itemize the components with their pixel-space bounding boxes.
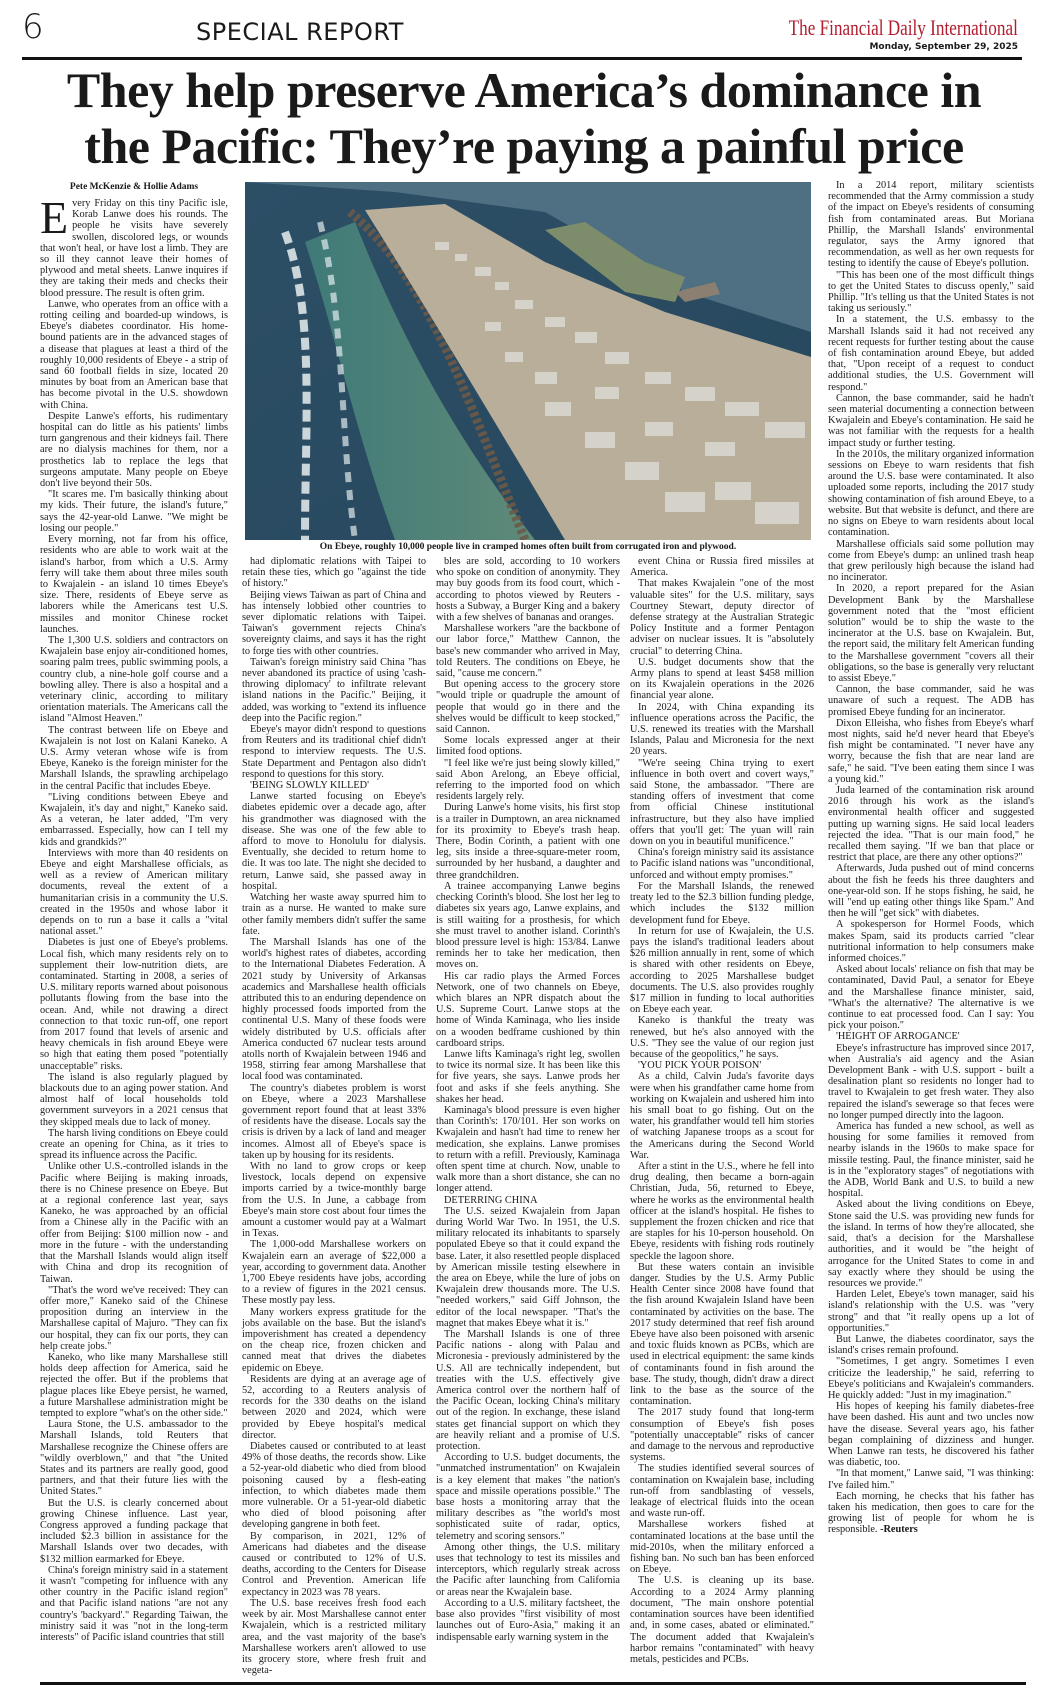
issue-date: Monday, September 29, 2025 bbox=[869, 42, 1018, 52]
article-paragraph: The harsh living conditions on Ebeye could create an opening for China, as it tries to spread its influence across the Pacific. bbox=[40, 1127, 228, 1162]
article-paragraph: Kaneko, who like many Marshallese still holds deep affection for America, said he rejected the offer. But if the problems that plague places like Ebeye persist, he warned, a future Marshallese administration might be tempted to explore "what's on the other side." bbox=[40, 1351, 228, 1419]
article-paragraph: Despite Lanwe's efforts, his rudimentary hospital can do little as his patients' limbs turn gangrenous and their kidneys fail. There are no dialysis machines for them, nor a prosthetics lab to replace the legs that surgeons amputate. Many people on Ebeye don't live beyond their 50s. bbox=[40, 410, 228, 490]
article-paragraph: In 2024, with China expanding its influence operations across the Pacific, the U.S. renewed its treaties with the Marshall Islands, Palau and Micronesia for the next 20 years. bbox=[630, 701, 814, 758]
headline-line-1: They help preserve America’s dominance in bbox=[66, 62, 982, 118]
article-paragraph: bles are sold, according to 10 workers who spoke on condition of anonymity. They may buy goods from its food court, which - according to photos viewed by Reuters - hosts a Subway, a Burger King and a bakery with a few shelves of bananas and oranges. bbox=[436, 556, 620, 624]
article-paragraph: China's foreign ministry said its assistance to Pacific island nations was "unconditional, unforced and without empty promises." bbox=[630, 847, 814, 881]
article-body bbox=[0, 174, 1048, 1676]
article-paragraph: Diabetes is just one of Ebeye's problems. Local fish, which many residents rely on to supplement their low-nutrition diets, are contaminated. Starting in 2008, a series of U.S. military reports warned about poisonous pollutants flowing from the base into the ocean. And, while not drawing a direct connection to that toxic run-off, one report from 2017 found that levels of arsenic and heavy chemicals in fish around Ebeye were so high that eating them posed "potentially unacceptable" risks. bbox=[40, 937, 228, 1072]
article-paragraph: In the 2010s, the military organized information sessions on Ebeye to warn residents that fish around the U.S. base were contaminated. It also uploaded some reports, including the 2017 study showing contamination of fish around Ebeye, to a website. But that website is defunct, and there are no signs on Ebeye to warn residents about local contamination. bbox=[828, 448, 1034, 539]
article-paragraph: By comparison, in 2021, 12% of Americans had diabetes and the disease caused or contributed to 12% of U.S. deaths, according to the Centers for Disease Control and Prevention. American life expectancy in 2023 was 78 years. bbox=[242, 1530, 426, 1598]
article-paragraph: Interviews with more than 40 residents on Ebeye and eight Marshallese officials, as well as a review of American military documents, reveal the extent of a humanitarian crisis in a community the U.S. created in the 1950s and whose labor it depends on to run a base it calls a "vital national asset." bbox=[40, 847, 228, 938]
article-paragraph: The Marshall Islands has one of the world's highest rates of diabetes, according to the International Diabetes Federation. A 2021 study by University of Arkansas academics and Marshallese health officials attributed this to an enduring dependence on highly processed foods imported from the continental U.S. Many of these foods were widely distributed by U.S. officials after America conducted 67 nuclear tests around atolls north of Kwajalein between 1946 and 1958, stirring fear among Marshallese that local food was contaminated. bbox=[242, 936, 426, 1083]
closing-paragraph-text: Each morning, he checks that his father has taken his medication, then goes to care for the growing list of people for whom he is responsible. bbox=[828, 1490, 1034, 1536]
article-paragraph: China's foreign ministry said in a statement it wasn't "competing for influence with any other country in the Pacific island region" and that Pacific island nations "are not any country's 'backyard'." Regarding Taiwan, the ministry said it was "not in the long-term interests" of Pacific island countries that still bbox=[40, 1564, 228, 1643]
article-paragraph: Diabetes caused or contributed to at least 49% of those deaths, the records show. Like a 52-year-old diabetic who died from blood poisoning caused by a flesh-eating infection, to which diabetes made them more vulnerable. Or a 51-year-old diabetic who died of blood poisoning after developing gangrene in both feet. bbox=[242, 1441, 426, 1531]
article-paragraph: "I feel like we're just being slowly killed," said Abon Arelong, an Ebeye official, referring to the imported food on which residents largely rely. bbox=[436, 757, 620, 803]
article-paragraph: A trainee accompanying Lanwe begins checking Corinth's blood. She lost her leg to diabetes six years ago, Lanwe explains, and is still waiting for a prosthesis, for which she must travel to another island. Corinth's blood pressure level is high: 153/84. Lanwe reminds her to take her medication, then moves on. bbox=[436, 880, 620, 971]
article-paragraph bbox=[828, 1491, 1034, 1536]
article-paragraph: U.S. budget documents show that the Army plans to spend at least $458 million on its Kwajalein operations in the 2026 financial year alone. bbox=[630, 656, 814, 702]
article-paragraph: Unlike other U.S.-controlled islands in the Pacific where Beijing is making inroads, there is no Chinese presence on Ebeye. But at a regional conference last year, says Kaneko, he was approached by an official from a Chinese ally in the Pacific with an offer from Beijing: $100 million now - and more in the future - with the understanding that the Marshall Islands would align itself with China and drop its recognition of Taiwan. bbox=[40, 1161, 228, 1285]
article-paragraph: Cannon, the base commander, said he hadn't seen material documenting a connection between Kwajalein and Ebeye's contamination. He said he was not familiar with the requests for a health impact study or further testing. bbox=[828, 392, 1034, 449]
article-paragraph: In a 2014 report, military scientists recommended that the Army commission a study of the impact on Ebeye's residents of consuming fish from contaminated areas. But Moriana Phillip, the Marshall Islands' environmental regulator, says the Army ignored that recommendation, as well as her own requests for testing to identify the cause of Ebeye's pollution. bbox=[828, 180, 1034, 270]
article-photo bbox=[245, 182, 811, 540]
article-paragraph: According to U.S. budget documents, the "unmatched instrumentation" on Kwajalein is a key element that makes "the nation's space and missile operations possible." The base hosts a monitoring array that the military describes as "the world's most sophisticated suite of radar, optics, telemetry and scoring sensors." bbox=[436, 1452, 620, 1542]
article-paragraph: The 1,000-odd Marshallese workers on Kwajalein earn an average of $22,000 a year, according to government data. Another 1,700 Ebeye residents have jobs, according to a review of figures in the 2021 census. These mostly pay less. bbox=[242, 1239, 426, 1307]
subheading: 'HEIGHT OF ARROGANCE' bbox=[836, 1031, 960, 1043]
article-paragraph: The U.S. base receives fresh food each week by air. Most Marshallese cannot enter Kwajalein, which is a restricted military area, and the vast majority of the base's Marshallese workers aren't allowed to use its grocery store, where fresh fruit and vegeta- bbox=[242, 1597, 426, 1677]
article-paragraph: "In that moment," Lanwe said, "I was thinking: I've failed him." bbox=[828, 1468, 1034, 1491]
masthead bbox=[0, 0, 1048, 62]
headline-line-2: the Pacific: They’re paying a painful price bbox=[84, 118, 964, 174]
article-column-5 bbox=[828, 180, 1034, 1536]
headline bbox=[0, 62, 1048, 174]
byline: Pete McKenzie & Hollie Adams bbox=[69, 182, 199, 192]
article-paragraph: Among other things, the U.S. military uses that technology to test its missiles and interceptors, which regularly streak across the Pacific after launching from California or areas near the Kwajalein base. bbox=[436, 1541, 620, 1598]
article-paragraph: Cannon, the base commander, said he was unaware of such a request. The ADB has promised Ebeye funding for an incinerator. bbox=[828, 684, 1034, 718]
article-paragraph: The contrast between life on Ebeye and Kwajalein is not lost on Kalani Kaneko. A U.S. Army veteran whose wife is from Ebeye, Kaneko is the foreign minister for the Marshall Islands, the sprawling archipelago in the central Pacific that includes Ebeye. bbox=[40, 724, 228, 792]
article-paragraph: "This has been one of the most difficult things to get the United States to discuss openly," said Phillip. "It's telling us that the United States is not taking us seriously." bbox=[828, 269, 1034, 315]
article-paragraph: Residents are dying at an average age of 52, according to a Reuters analysis of records for the 330 deaths on the island between 2020 and 2024, which were provided by Ebeye hospital's medical director. bbox=[242, 1373, 426, 1441]
article-paragraph: The 2017 study found that long-term consumption of Ebeye's fish poses "potentially unacceptable" risks of cancer and damage to the nervous and reproductive systems. bbox=[630, 1407, 814, 1464]
article-paragraph: Taiwan's foreign ministry said China "has never abandoned its practice of using 'cash-throwing diplomacy' to infiltrate relevant island nations in the Pacific." Beijing, it added, was working to "extend its influence deep into the Pacific region." bbox=[242, 656, 426, 724]
article-column-1 bbox=[40, 192, 228, 1643]
article-paragraph: According to a U.S. military factsheet, the base also provides "first visibility of most launches out of Euro-Asia," making it an indispensable early warning system in the bbox=[436, 1597, 620, 1643]
article-paragraph: event China or Russia fired missiles at America. bbox=[630, 556, 814, 579]
article-paragraph: Lanwe lifts Kaminaga's right leg, swollen to twice its normal size. It has been like this for five years, she says. Lanwe prods her foot and asks if she feels anything. She shakes her head. bbox=[436, 1048, 620, 1105]
article-paragraph: Some locals expressed anger at their limited food options. bbox=[436, 735, 620, 758]
section-label: SPECIAL REPORT bbox=[196, 18, 404, 46]
article-paragraph: The country's diabetes problem is worst on Ebeye, where a 2023 Marshallese government report found that at least 33% of residents have the disease. Locals say the crisis is driven by a lack of land and meager incomes. Almost all of Ebeye's space is taken up by housing for its residents. bbox=[242, 1082, 426, 1161]
article-paragraph: Ebeye's mayor didn't respond to questions from Reuters and its traditional chief didn't respond to interview requests. The U.S. State Department and Pentagon also didn't respond to questions for this story. bbox=[242, 724, 426, 780]
article-paragraph: The U.S. is cleaning up its base. According to a 2024 Army planning document, "The main onshore potential contamination sources have been identified and, in some cases, abated or eliminated." The document added that Kwajalein's harbor remains "contaminated" with heavy metals, pesticides and PCBs. bbox=[630, 1575, 814, 1665]
masthead-rule bbox=[22, 57, 1022, 60]
article-paragraph: Laura Stone, the U.S. ambassador to the Marshall Islands, told Reuters that Marshallese recognize the Chinese offers are "wildly overblown," and that "the United States and its partners are really good, good partners, and that their future lies with the United States." bbox=[40, 1419, 228, 1498]
article-paragraph: But opening access to the grocery store "would triple or quadruple the amount of people that would go in there and the shelves would be difficult to keep stocked," said Cannon. bbox=[436, 679, 620, 736]
aerial-island-photo bbox=[245, 182, 811, 540]
article-paragraph: The U.S. seized Kwajalein from Japan during World War Two. In 1951, the U.S. military relocated its inhabitants to sparsely populated Ebeye so that it could expand the base. Later, it also resettled people displaced by American missile testing elsewhere in the area on Ebeye, while the lure of jobs on Kwajalein drew thousands more. The U.S. "needed workers," said Giff Johnson, the editor of the local newspaper. "That's the magnet that makes Ebeye what it is." bbox=[436, 1205, 620, 1329]
article-paragraph: Every morning, not far from his office, residents who are able to work wait at the island's harbor, from which a U.S. Army ferry will take them about three miles south to Kwajalein - an island 10 times Ebeye's size. There, residents of Ebeye serve as laborers while the Americans test U.S. missiles and monitor Chinese rocket launches. bbox=[40, 534, 228, 635]
subheading: 'YOU PICK YOUR POISON' bbox=[638, 1060, 762, 1072]
article-paragraph: Asked about the living conditions on Ebeye, Stone said the U.S. was providing new funds for the island. In terms of how they're allocated, she said, that's a decision for the Marshallese authorities, and it would be "the height of arrogance for the United States to come in and say exactly where they should be using the resources we provide." bbox=[828, 1199, 1034, 1289]
photo-caption: On Ebeye, roughly 10,000 people live in cramped homes often built from corrugated iron and plywood. bbox=[319, 542, 737, 552]
article-paragraph: His hopes of keeping his family diabetes-free have been dashed. His aunt and two uncles now have the disease. Several years ago, his father began complaining of dizziness and hunger. When Lanwe ran tests, he discovered his father was diabetic, too. bbox=[828, 1401, 1034, 1469]
article-paragraph: Watching her waste away spurred him to train as a nurse. He wanted to make sure other family members didn't suffer the same fate. bbox=[242, 892, 426, 937]
article-paragraph: Lanwe started focusing on Ebeye's diabetes epidemic over a decade ago, after his grandmother was diagnosed with the disease. She was one of the few able to afford to move to Honolulu for dialysis. Eventually, she decided to return home to die. It was too late. The night she decided to return, Lanwe said, she passed away in hospital. bbox=[242, 791, 426, 892]
article-paragraph: Marshallese workers fished at contaminated locations at the base until the mid-2010s, when the military enforced a fishing ban. No such ban has been enforced on Ebeye. bbox=[630, 1519, 814, 1576]
article-paragraph: Kaneko is thankful the treaty was renewed, but he's also annoyed with the U.S. "They see the value of our region just because of the geopolitics," he says. bbox=[630, 1015, 814, 1060]
article-paragraph: "We're seeing China trying to exert influence in both overt and covert ways," said Stone, the ambassador. "There are standing offers of investment that come from official Chinese institutional infrastructure, but they also have implied offers that you'll get: The yuan will rain down on you in beautiful munificence." bbox=[630, 757, 814, 848]
inner-columns bbox=[242, 556, 814, 1676]
article-paragraph: In return for use of Kwajalein, the U.S. pays the island's traditional leaders about $26 million annually in rent, some of which is shared with other residents on Ebeye, according to 2025 Marshallese budget documents. The U.S. also provides roughly $17 million in funding to local authorities on Ebeye each year. bbox=[630, 925, 814, 1016]
article-paragraph: As a child, Calvin Juda's favorite days were when his grandfather came home from working on Kwajalein and ushered him into his small boat to go fishing. Out on the water, his grandfather would tell him stories of watching Japanese troops as a scout for the Americans during the Second World War. bbox=[630, 1071, 814, 1161]
article-paragraph: "Living conditions between Ebeye and Kwajalein, it's day and night," Kaneko said. As a veteran, he later added, "I'm very embarrassed. Especially, how can I tell my kids and grandkids?" bbox=[40, 791, 228, 848]
article-paragraph: The island is also regularly plagued by blackouts due to an aging power station. And almost half of local households told government surveyors in a 2021 census that they skipped meals due to lack of money. bbox=[40, 1071, 228, 1128]
article-paragraph: Marshallese officials said some pollution may come from Ebeye's dump: an unlined trash heap that grew perilously high because the island had no incinerator. bbox=[828, 538, 1034, 584]
article-paragraph: Juda learned of the contamination risk around 2016 through his work as the island's environmental health officer and suggested putting up warning signs. He said local leaders rejected the idea. "That is our main food," he recalled them saying. "If we ban that place or restrict that place, are there any other options?" bbox=[828, 784, 1034, 864]
article-paragraph: Marshallese workers "are the backbone of our labor force," Matthew Cannon, the base's new commander who arrived in May, told Reuters. The conditions on Ebeye, he said, "cause me concern." bbox=[436, 623, 620, 680]
article-paragraph: The Marshall Islands is one of three Pacific nations - along with Palau and Micronesia - previously administered by the U.S. All are technically independent, but treaties with the U.S. effectively give America control over the northern half of the Pacific Ocean, locking China's military out of the region. In exchange, these island states get financial support on which they are heavily reliant and a promise of U.S. protection. bbox=[436, 1329, 620, 1453]
article-paragraph: Dixon Elleisha, who fishes from Ebeye's wharf most nights, said he'd never heard that Ebeye's fish might be contaminated. "I never have any worry, because the fish that are near land are safe," he said. "I've been eating them since I was a young kid." bbox=[828, 717, 1034, 785]
article-paragraph: "That's the word we've received: They can offer more," Kaneko said of the Chinese proposition during an interview in the Marshallese capital of Majuro. "They can fix our hospital, they can fix our ports, they can help create jobs." bbox=[40, 1284, 228, 1352]
article-paragraph: For the Marshall Islands, the renewed treaty led to the $2.3 billion funding pledge, which includes the $132 million development fund for Ebeye. bbox=[630, 880, 814, 926]
article-paragraph: That makes Kwajalein "one of the most valuable sites" for the U.S. military, says Courtney Stewart, deputy director of defense strategy at the Australian Strategic Policy Institute and a former Pentagon adviser on nuclear issues. It is "absolutely crucial" to deterring China. bbox=[630, 578, 814, 657]
article-paragraph: But these waters contain an invisible danger. Studies by the U.S. Army Public Health Center since 2008 have found that the fish around Kwajalein Island have been contaminated by activities on the base. The 2017 study determined that reef fish around Ebeye have also been poisoned with arsenic and toxic fluids known as PCBs, which are used in electrical equipment: the same kinds of contaminants found in fish around the base. The study, though, didn't draw a direct link to the base as the source of the contamination. bbox=[630, 1261, 814, 1408]
article-paragraph bbox=[40, 192, 228, 299]
article-paragraph: "Sometimes, I get angry. Sometimes I even criticize the leadership," he said, referring to Ebeye's politicians and Kwajalein's commanders. He quickly added: "Just in my imagination." bbox=[828, 1356, 1034, 1401]
article-paragraph: had diplomatic relations with Taipei to retain these ties, which go "against the tide of history." bbox=[242, 556, 426, 590]
article-paragraph: In a statement, the U.S. embassy to the Marshall Islands said it had not received any recent requests for further testing about the cause of fish contamination around Ebeye, but added that, "Upon receipt of a request to conduct additional studies, the U.S. Government will respond." bbox=[828, 314, 1034, 393]
middle-block bbox=[242, 180, 814, 1676]
signoff: -Reuters bbox=[880, 1524, 918, 1536]
article-paragraph: Lanwe, who operates from an office with a rotting ceiling and boarded-up windows, is Ebeye's diabetes coordinator. His home-bound patients are in the advanced stages of a disease that plagues at least a third of the roughly 10,000 residents of Ebeye - a strip of sand 60 football fields in size, located 20 minutes by boat from an American base that has become pivotal in the U.S. showdown with China. bbox=[40, 298, 228, 411]
article-paragraph: Kaminaga's blood pressure is even higher than Corinth's: 170/101. Her son works on Kwajalein and hasn't had time to renew her medication, she explains. Lanwe promises to return with a refill. Previously, Kaminaga often spent time at church. Now, unable to walk more than a short distance, she can no longer attend. bbox=[436, 1104, 620, 1195]
article-paragraph: The 1,300 U.S. soldiers and contractors on Kwajalein base enjoy air-conditioned homes, soaring palm trees, public swimming pools, a country club, a nine-hole golf course and a bowling alley. There is also a hospital and a veterinary clinic, according to military orientation materials. The Americans call the island "Almost Heaven." bbox=[40, 634, 228, 725]
article-paragraph: Asked about locals' reliance on fish that may be contaminated, David Paul, a senator for Ebeye and the Marshallese finance minister, said, "What's the alternative? The alternative is we continue to eat processed food. Can I say: You pick your poison." bbox=[828, 964, 1034, 1032]
article-paragraph: Afterwards, Juda pushed out of mind concerns about the fish he feeds his three daughters and one-year-old son. If he stops fishing, he said, he will "end up eating other things like Spam." And then he will "get sick" with diabetes. bbox=[828, 863, 1034, 920]
lead-paragraph-text: very Friday on this tiny Pacific isle, Korab Lanwe does his rounds. The people he visits have severely swollen, discolored legs, or wounds that won't heal, or have lost a limb. They are so ill they cannot leave their homes of plywood and metal sheets. Lanwe inquires if they are taking their meds and checks their blood pressure. The result is often grim. bbox=[40, 198, 228, 299]
article-paragraph: With no land to grow crops or keep livestock, locals depend on expensive imports carried by a twice-monthly barge from the U.S. In June, a cabbage from Ebeye's main store cost about four times the amount a customer would pay at a Walmart in Texas. bbox=[242, 1160, 426, 1240]
article-paragraph: "It scares me. I'm basically thinking about my kids. Their future, the island's future," says the 42-year-old Lanwe. "We might be losing our people." bbox=[40, 489, 228, 534]
article-paragraph: But Lanwe, the diabetes coordinator, says the island's crises remain profound. bbox=[828, 1333, 1034, 1357]
left-column-wrap bbox=[40, 180, 228, 1643]
article-paragraph: During Lanwe's home visits, his first stop is a trailer in Dumptown, an area nicknamed for its proximity to Ebeye's trash heap. There, Bodin Corinth, a patient with one leg, sits inside a three-square-meter room, surrounded by her husband, a daughter and three grandchildren. bbox=[436, 802, 620, 881]
article-paragraph: America has funded a new school, as well as housing for some families it removed from nearby islands in the 1960s to make space for missile testing. Paul, the finance minister, said he is in the "exploratory stages" of negotiations with the ADB, World Bank and U.S. to build a new hospital. bbox=[828, 1121, 1034, 1200]
article-paragraph: In 2020, a report prepared for the Asian Development Bank by the Marshallese government noted that the "most efficient solution" would be to ship the waste to the incinerator at the U.S. base on Kwajalein. But, the report said, the military felt American funding to the Marshallese government "covers all their obligations, so the base is generally very reluctant to assist Ebeye." bbox=[828, 583, 1034, 684]
subheading: DETERRING CHINA bbox=[444, 1194, 538, 1206]
article-paragraph: Harden Lelet, Ebeye's town manager, said his island's relationship with the U.S. was "very strong" and that "it really opens up a lot of opportunities." bbox=[828, 1289, 1034, 1334]
paper-name: The Financial Daily International bbox=[788, 15, 1018, 40]
article-paragraph: Beijing views Taiwan as part of China and has intensely lobbied other countries to sever diplomatic relations with Taipei. Taiwan's government rejects China's sovereignty claims, and says it has the right to forge ties with other countries. bbox=[242, 589, 426, 657]
article-column-2 bbox=[242, 556, 426, 1676]
article-paragraph: But the U.S. is clearly concerned about growing Chinese influence. Last year, Congress approved a funding package that included $2.3 billion in assistance for the Marshall Islands over two decades, with $132 million earmarked for Ebeye. bbox=[40, 1497, 228, 1565]
subheading: 'BEING SLOWLY KILLED' bbox=[250, 780, 369, 792]
drop-cap: E bbox=[40, 192, 69, 243]
article-paragraph: His car radio plays the Armed Forces Network, one of two channels on Ebeye, which blares an NPR dispatch about the U.S. Supreme Court. Lanwe stops at the home of Winda Kaminaga, who lies inside on a wooden bedframe cushioned by thin cardboard strips. bbox=[436, 970, 620, 1049]
article-paragraph: A spokesperson for Hormel Foods, which makes Spam, said its products carried "clear nutritional information to help consumers make informed choices." bbox=[828, 919, 1034, 965]
page-number: 6 bbox=[22, 7, 44, 47]
article-column-3 bbox=[436, 556, 620, 1676]
article-paragraph: After a stint in the U.S., where he fell into drug dealing, then became a born-again Christian, Juda, 56, returned to Ebeye, where he works as the environmental health officer at the island's hospital. He fishes to supplement the frozen chicken and rice that are staples for his 10-person household. On Ebeye, residents with fishing rods routinely speckle the lagoon shore. bbox=[630, 1160, 814, 1262]
article-paragraph: The studies identified several sources of contamination on Kwajalein base, including run-off from sandblasting of vessels, leakage of electrical fluids into the ocean and waste run-off. bbox=[630, 1463, 814, 1520]
article-column-4 bbox=[630, 556, 814, 1676]
article-paragraph: Ebeye's infrastructure has improved since 2017, when Australia's aid agency and the Asian Development Bank - with U.S. support - built a desalination plant so residents no longer had to travel to Kwajalein to get fresh water. They also repaired the island's sewerage so that feces were no longer pumped directly into the lagoon. bbox=[828, 1042, 1034, 1121]
article-paragraph: Many workers express gratitude for the jobs available on the base. But the island's impoverishment has created a dependency on the cheap rice, frozen chicken and canned meat that drives the diabetes epidemic on Ebeye. bbox=[242, 1306, 426, 1374]
